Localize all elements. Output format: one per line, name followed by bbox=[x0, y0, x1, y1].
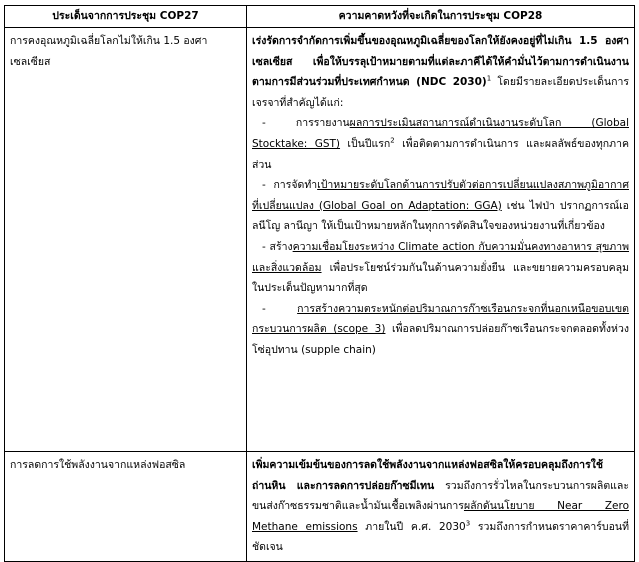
row1-intro-bold: เร่งรัดการจำกัดการเพิ่มขึ้นของอุณหภูมิเฉลี่ยของโลกให้ยังคงอยู่ที่ไม่เกิน 1.5 องศาเซลเซียส เพื่อให้บรรลุเป้าหมายตามที่แต่ละภาคีได้ให้คำมั่นไว้ตามการดำเนินงานตามการมีส่วนร่วมที่ประเทศกำหนด (NDC 2030) bbox=[252, 35, 629, 89]
bullet-gst bbox=[252, 113, 629, 175]
bullet-scope3-pre: - bbox=[262, 302, 298, 315]
bullet-gst-mid: เป็นปีแรก bbox=[340, 137, 391, 150]
bullet-gst-pre: - การรายงาน bbox=[262, 117, 350, 130]
row1-expectation bbox=[247, 28, 635, 452]
footnote-3: 3 bbox=[465, 519, 471, 528]
table-row bbox=[5, 452, 635, 562]
row2-expectation bbox=[247, 452, 635, 562]
bullet-climate-link: ความเชื่อมโยงระหว่าง Climate action กับความมั่นคงทางอาหาร สุขภาพและสิ่งแวดล้อม bbox=[252, 240, 630, 274]
bullet-gga-link: เป้าหมายระดับโลกด้านการปรับตัวต่อการเปลี่ยนแปลงสภาพภูมิอากาศที่เปลี่ยนแปลง (Global Goal on Adaptation: GGA) bbox=[252, 179, 629, 212]
row1-intro-rest: โดยมีรายละเอียดประเด็นการเจรจาที่สำคัญได้แก่: bbox=[252, 76, 629, 109]
bullet-gga bbox=[252, 175, 629, 237]
bullet-gga-post: เช่น ไฟป่า ปรากฏการณ์เอลนีโญ ลานีญา ให้เป็นเป้าหมายหลักในทุกการตัดสินใจของหน่วยงานที่เกี่ยวข้อง bbox=[252, 199, 629, 233]
header-cop27: ประเด็นจากการประชุม COP27 bbox=[5, 6, 247, 28]
bullet-scope3-link: การสร้างความตระหนักต่อปริมาณการก๊าซเรือนกระจกที่นอกเหนือขอบเขตกระบวนการผลิต (scope 3) bbox=[252, 302, 629, 336]
row2-post1: ภายในปี ค.ศ. 2030 bbox=[357, 520, 466, 533]
row1-topic: การคงอุณหภูมิเฉลี่ยโลกไม่ให้เกิน 1.5 องศาเซลเซียส bbox=[5, 28, 247, 452]
header-cop28: ความคาดหวังที่จะเกิดในการประชุม COP28 bbox=[247, 6, 635, 28]
bullet-scope3-post: เพื่อลดปริมาณการปล่อยก๊าซเรือนกระจกตลอดทั้งห่วงโซ่อุปทาน (supple chain) bbox=[252, 323, 629, 356]
bullet-gga-pre: - การจัดทำ bbox=[262, 179, 318, 192]
bullet-climate-pre: - สร้าง bbox=[262, 240, 293, 253]
comparison-table bbox=[4, 5, 635, 562]
row2-bold: เพิ่มความเข้มข้นของการลดใช้พลังงานจากแหล่งฟอสซิลให้ครอบคลุมถึงการใช้ถ่านหิน และการลดการปล่อยก๊าซมีเทน bbox=[252, 459, 603, 492]
bullet-gst-link: ผลการประเมินสถานการณ์ดำเนินงานระดับโลก (Global Stocktake: GST) bbox=[252, 117, 629, 150]
row2-mid: รวมถึงการรั่วไหลในกระบวนการผลิตและขนส่งก๊าซธรรมชาติและน้ำมันเชื้อเพลิงผ่านการ bbox=[252, 479, 629, 513]
footnote-1: 1 bbox=[486, 74, 492, 83]
bullet-scope3 bbox=[252, 299, 629, 361]
footnote-2: 2 bbox=[390, 136, 395, 145]
bullet-climate-action bbox=[252, 237, 629, 299]
row2-post2: รวมถึงการกำหนดราคาคาร์บอนที่ชัดเจน bbox=[252, 520, 629, 554]
document-table-wrapper bbox=[4, 5, 634, 562]
row2-topic: การลดการใช้พลังงานจากแหล่งฟอสซิล bbox=[5, 452, 247, 562]
bullet-gst-post: เพื่อติดตามการดำเนินการ และผลลัพธ์ของทุกภาคส่วน bbox=[252, 137, 630, 171]
table-row bbox=[5, 28, 635, 452]
header-row bbox=[5, 6, 635, 28]
row2-policy-link: ผลักดันนโยบาย Near Zero Methane emissions bbox=[252, 500, 629, 533]
bullet-climate-post: เพื่อประโยชน์ร่วมกันในด้านความยั่งยืน และขยายความครอบคลุมในประเด็นปัญหามากที่สุด bbox=[252, 261, 629, 295]
